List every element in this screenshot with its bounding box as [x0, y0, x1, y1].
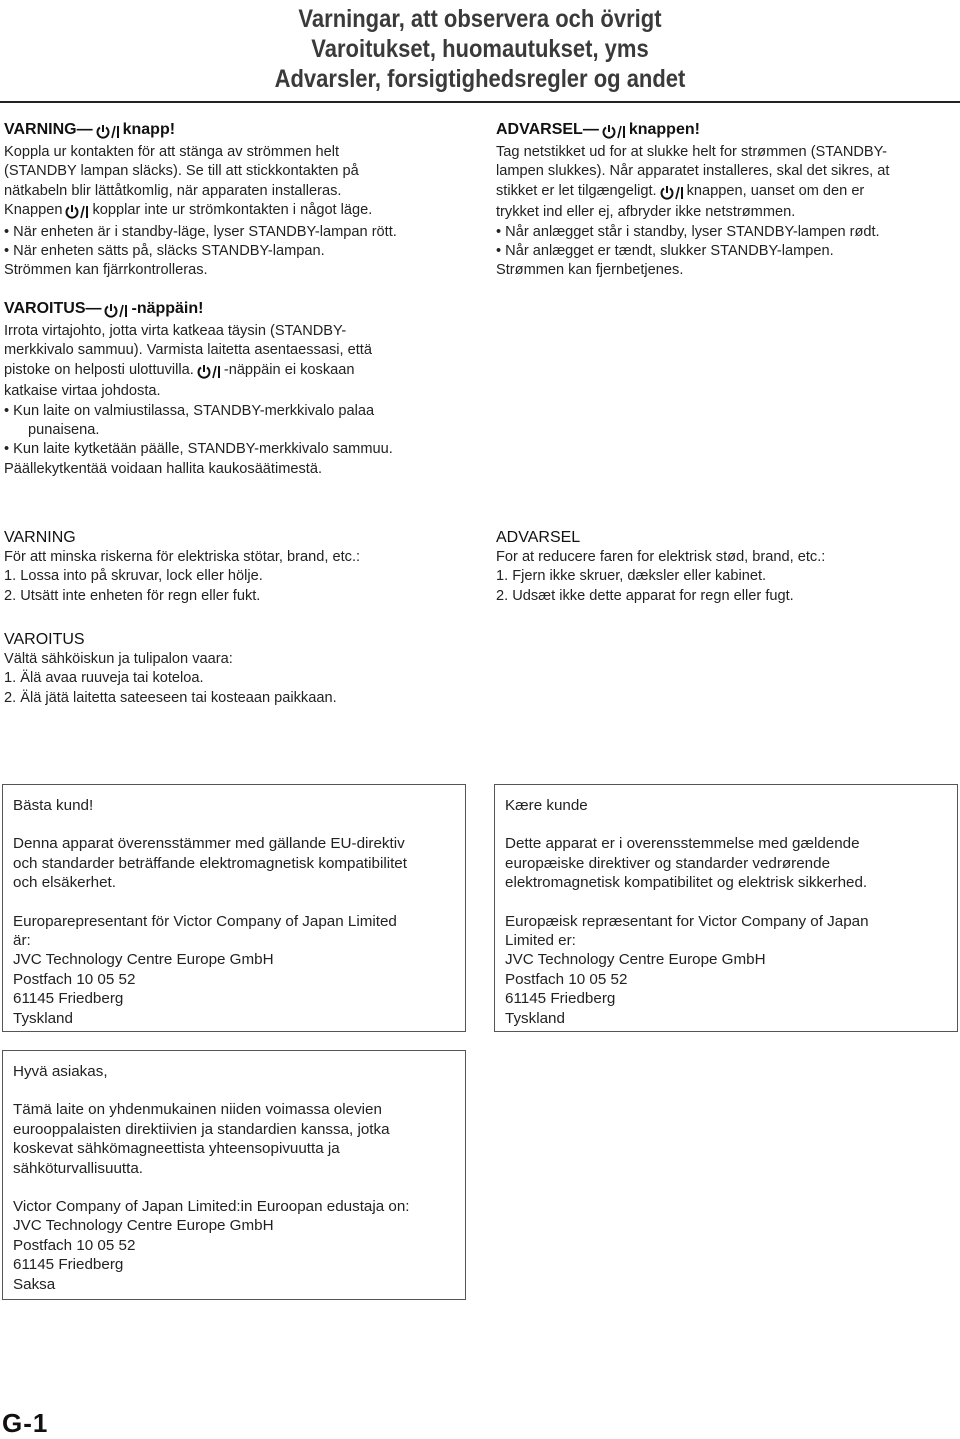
text-line: 1. Älä avaa ruuveja tai koteloa.	[4, 670, 204, 687]
text-line: 2. Udsæt ikke dette apparat for regn eller fugt.	[496, 587, 794, 604]
text-line: Strømmen kan fjernbetjenes.	[496, 262, 684, 279]
text-line: merkkivalo sammuu). Varmista laitetta asentaessasi, että	[4, 342, 372, 359]
bullet-item: • Når anlægget står i standby, lyser STANDBY-lampen rødt.	[496, 223, 880, 240]
bullet-item: • Kun laite on valmiustilassa, STANDBY-merkkivalo palaa	[4, 402, 375, 419]
text-line: Päällekytkentää voidaan hallita kaukosäätimestä.	[4, 460, 323, 477]
section-heading: VARNING— knapp!	[4, 120, 474, 142]
text-line: Knappen kopplar inte ur strömkontakten i något läge.	[4, 201, 474, 222]
text-line: Vältä sähköiskun ja tulipalon vaara:	[4, 651, 233, 667]
section-heading: ADVARSEL— knappen!	[496, 120, 958, 142]
representative-address: Europæisk repræsentant for Victor Company of Japan Limited er: JVC Technology Centre Europe GmbH Postfach 10 05 52 61145 Friedberg Tyskland	[505, 912, 869, 1027]
text-line: 1. Fjern ikke skruer, dæksler eller kabinet.	[496, 568, 767, 585]
text-line: För att minska riskerna för elektriska stötar, brand, etc.:	[4, 549, 361, 565]
section-fi-standby	[4, 299, 474, 479]
text-line: lampen slukkes). Når apparatet installeres, skal det sikres, at	[496, 163, 890, 180]
text-line: 2. Utsätt inte enheten för regn eller fukt.	[4, 587, 261, 604]
declaration-box-da	[494, 784, 958, 1032]
bullet-item: • När enheten är i standby-läge, lyser STANDBY-lampan rött.	[4, 223, 397, 240]
text-line: Irrota virtajohto, jotta virta katkeaa täysin (STANDBY-	[4, 323, 347, 339]
section-sv-standby	[4, 120, 474, 281]
header-divider	[0, 101, 960, 103]
representative-address: Europarepresentant för Victor Company of Japan Limited är: JVC Technology Centre Europe GmbH Postfach 10 05 52 61145 Friedberg Tyskland	[13, 912, 397, 1027]
text-line: trykket ind eller ej, afbryder ikke netstrømmen.	[496, 204, 796, 221]
bullet-item: • När enheten sätts på, släcks STANDBY-lampan.	[4, 243, 325, 260]
declaration-paragraph: Dette apparat er i overensstemmelse med gældende europæiske direktiver og standarder vedrørende elektromagnetisk kompatibilitet og elektrisk sikkerhed.	[505, 835, 868, 892]
section-sv-warning	[4, 528, 474, 606]
warning-heading: ADVARSEL	[496, 529, 581, 546]
power-standby-icon	[64, 203, 90, 222]
power-standby-icon	[601, 122, 627, 142]
greeting: Hyvä asiakas,	[13, 1063, 108, 1080]
title-line-swedish: Varningar, att observera och övrigt	[298, 5, 662, 33]
declaration-paragraph: Denna apparat överensstämmer med gällande EU-direktiv och standarder beträffande elektromagnetisk kompatibilitet och elsäkerhet.	[13, 835, 407, 892]
section-da-warning	[496, 528, 958, 606]
section-da-standby	[496, 120, 958, 281]
bullet-item-continuation: punaisena.	[28, 422, 100, 439]
text-line: stikket er let tilgængeligt. knappen, uanset om den er	[496, 182, 958, 203]
text-line: 1. Lossa into på skruvar, lock eller hölje.	[4, 568, 263, 585]
page-title	[207, 4, 753, 94]
power-standby-icon	[103, 301, 129, 321]
text-line: For at reducere faren for elektrisk stød, brand, etc.:	[496, 549, 826, 565]
text-line: nätkabeln blir lättåtkomlig, när apparaten installeras.	[4, 182, 342, 199]
section-heading: VAROITUS— -näppäin!	[4, 299, 474, 321]
power-standby-icon	[659, 184, 685, 203]
power-standby-icon	[95, 122, 121, 142]
declaration-paragraph: Tämä laite on yhdenmukainen niiden voimassa olevien eurooppalaisten direktiivien ja standardien kanssa, jotka koskevat sähkömagneettista yhteensopivuutta ja sähköturvallisuutta.	[13, 1101, 390, 1177]
bullet-item: • Når anlægget er tændt, slukker STANDBY-lampen.	[496, 243, 834, 260]
text-line: Tag netstikket ud for at slukke helt for strømmen (STANDBY-	[496, 144, 887, 160]
warning-heading: VARNING	[4, 529, 76, 546]
greeting: Bästa kund!	[13, 797, 94, 814]
text-line: pistoke on helposti ulottuvilla. -näppäin ei koskaan	[4, 361, 474, 382]
bullet-item: • Kun laite kytketään päälle, STANDBY-merkkivalo sammuu.	[4, 441, 393, 458]
warning-heading: VAROITUS	[4, 631, 85, 648]
greeting: Kære kunde	[505, 797, 588, 814]
power-standby-icon	[196, 363, 222, 382]
page-number: G-1	[2, 1408, 49, 1438]
declaration-box-sv	[2, 784, 466, 1032]
text-line: Koppla ur kontakten för att stänga av strömmen helt	[4, 144, 340, 160]
title-line-finnish: Varoitukset, huomautukset, yms	[311, 35, 649, 63]
declaration-box-fi	[2, 1050, 466, 1300]
text-line: Strömmen kan fjärrkontrolleras.	[4, 262, 208, 279]
text-line: (STANDBY lampan släcks). Se till att stickkontakten på	[4, 163, 359, 180]
text-line: 2. Älä jätä laitetta sateeseen tai kosteaan paikkaan.	[4, 689, 337, 706]
section-fi-warning	[4, 630, 474, 708]
representative-address: Victor Company of Japan Limited:in Euroopan edustaja on: JVC Technology Centre Europe GmbH Postfach 10 05 52 61145 Friedberg Saksa	[13, 1198, 410, 1293]
text-line: katkaise virtaa johdosta.	[4, 383, 161, 400]
title-line-danish: Advarsler, forsigtighedsregler og andet	[274, 65, 686, 93]
